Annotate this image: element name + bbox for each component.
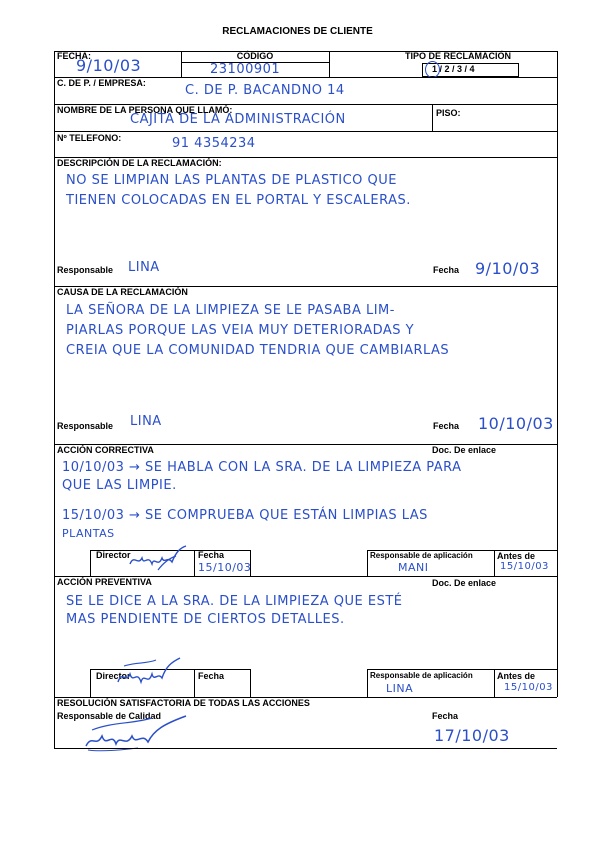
form-title: RECLAMACIONES DE CLIENTE bbox=[222, 26, 373, 37]
col-line bbox=[367, 669, 368, 697]
accion-correctiva-line-1[interactable]: 10/10/03 → SE HABLA CON LA SRA. DE LA LIMPIEZA PARA bbox=[62, 460, 462, 475]
form-bottom-border bbox=[54, 748, 557, 749]
row-line bbox=[367, 669, 557, 670]
col-line bbox=[494, 550, 495, 576]
accion-preventiva-doc-label: Doc. De enlace bbox=[432, 578, 497, 588]
resolucion-fecha-label: Fecha bbox=[432, 711, 459, 721]
codigo-label: CÓDIGO bbox=[236, 51, 274, 61]
correctiva-antes-label: Antes de bbox=[497, 551, 536, 561]
correctiva-antes-value[interactable]: 15/10/03 bbox=[500, 561, 549, 572]
causa-line-2[interactable]: PIARLAS PORQUE LAS VEIA MUY DETERIORADAS Y bbox=[66, 323, 415, 338]
correctiva-director-label: Director bbox=[96, 550, 131, 560]
codigo-value[interactable]: 23100901 bbox=[210, 62, 281, 77]
causa-line-3[interactable]: CREIA QUE LA COMUNIDAD TENDRIA QUE CAMBIARLAS bbox=[66, 343, 450, 358]
accion-correctiva-doc-label: Doc. De enlace bbox=[432, 445, 497, 455]
col-line bbox=[432, 104, 433, 131]
accion-preventiva-label: ACCIÓN PREVENTIVA bbox=[57, 577, 152, 587]
col-line bbox=[194, 550, 195, 576]
accion-correctiva-label: ACCIÓN CORRECTIVA bbox=[57, 445, 154, 455]
cdp-label: C. DE P. / EMPRESA: bbox=[57, 78, 146, 88]
nombre-label: NOMBRE DE LA PERSONA QUE LLAMÓ: bbox=[57, 105, 233, 115]
preventiva-director-signature-icon bbox=[116, 656, 184, 692]
telefono-label: Nº TELEFONO: bbox=[57, 133, 122, 143]
descripcion-responsable-label: Responsable bbox=[57, 265, 114, 275]
resolucion-responsable-label: Responsable de Calidad bbox=[57, 711, 162, 721]
causa-label: CAUSA DE LA RECLAMACIÓN bbox=[57, 287, 188, 297]
form-right-border bbox=[557, 51, 558, 697]
col-line bbox=[329, 51, 330, 77]
accion-correctiva-line-4[interactable]: PLANTAS bbox=[62, 527, 115, 540]
resolucion-fecha-value[interactable]: 17/10/03 bbox=[434, 726, 510, 745]
causa-responsable-value[interactable]: LINA bbox=[130, 414, 162, 429]
tipo-options: 1 / 2 / 3 / 4 bbox=[432, 64, 475, 74]
correctiva-fecha-label: Fecha bbox=[198, 550, 225, 560]
causa-fecha-value[interactable]: 10/10/03 bbox=[478, 414, 554, 433]
preventiva-resp-aplic-label: Responsable de aplicación bbox=[370, 671, 473, 680]
resolucion-label: RESOLUCIÓN SATISFACTORIA DE TODAS LAS ACCIONES bbox=[57, 698, 310, 708]
preventiva-antes-value[interactable]: 15/10/03 bbox=[504, 682, 553, 693]
col-line bbox=[367, 550, 368, 576]
causa-fecha-label: Fecha bbox=[433, 421, 460, 431]
accion-correctiva-line-3[interactable]: 15/10/03 → SE COMPRUEBA QUE ESTÁN LIMPIAS LAS bbox=[62, 508, 428, 523]
correctiva-director-signature-icon bbox=[128, 544, 190, 574]
descripcion-fecha-value[interactable]: 9/10/03 bbox=[475, 259, 541, 278]
cdp-value[interactable]: C. DE P. BACANDNO 14 bbox=[185, 83, 345, 98]
piso-label: PISO: bbox=[436, 108, 461, 118]
preventiva-director-label: Director bbox=[96, 671, 131, 681]
preventiva-resp-aplic-value[interactable]: LINA bbox=[386, 682, 414, 695]
descripcion-fecha-label: Fecha bbox=[433, 265, 460, 275]
accion-preventiva-line-1[interactable]: SE LE DICE A LA SRA. DE LA LIMPIEZA QUE ESTÉ bbox=[66, 594, 403, 609]
tipo-selected-mark[interactable] bbox=[425, 61, 440, 78]
row-line bbox=[54, 131, 557, 132]
descripcion-line-1[interactable]: NO SE LIMPIAN LAS PLANTAS DE PLASTICO QUE bbox=[66, 173, 397, 188]
preventiva-antes-label: Antes de bbox=[497, 671, 536, 681]
causa-responsable-label: Responsable bbox=[57, 421, 114, 431]
col-line bbox=[494, 669, 495, 697]
fecha-label: FECHA: bbox=[57, 51, 91, 61]
form-left-border bbox=[54, 51, 55, 748]
col-line bbox=[194, 669, 195, 697]
accion-correctiva-line-2[interactable]: QUE LAS LIMPIE. bbox=[62, 478, 177, 493]
descripcion-line-2[interactable]: TIENEN COLOCADAS EN EL PORTAL Y ESCALERAS. bbox=[66, 193, 411, 208]
correctiva-resp-aplic-label: Responsable de aplicación bbox=[370, 551, 473, 560]
accion-preventiva-line-2[interactable]: MAS PENDIENTE DE CIERTOS DETALLES. bbox=[66, 612, 345, 627]
descripcion-label: DESCRIPCIÓN DE LA RECLAMACIÓN: bbox=[57, 158, 222, 168]
tipo-label: TIPO DE RECLAMACIÓN bbox=[405, 51, 512, 61]
correctiva-resp-aplic-value[interactable]: MANI bbox=[398, 561, 429, 574]
telefono-value[interactable]: 91 4354234 bbox=[172, 136, 256, 151]
col-line bbox=[250, 669, 251, 697]
causa-line-1[interactable]: LA SEÑORA DE LA LIMPIEZA SE LE PASABA LIM- bbox=[66, 303, 395, 318]
col-line bbox=[90, 669, 91, 697]
nombre-value[interactable]: CAJITA DE LA ADMINISTRACIÓN bbox=[130, 112, 346, 127]
col-line bbox=[90, 550, 91, 576]
fecha-value[interactable]: 9/10/03 bbox=[76, 56, 142, 75]
preventiva-fecha-label: Fecha bbox=[198, 671, 225, 681]
descripcion-responsable-value[interactable]: LINA bbox=[128, 260, 160, 275]
correctiva-fecha-value[interactable]: 15/10/03 bbox=[198, 561, 252, 574]
